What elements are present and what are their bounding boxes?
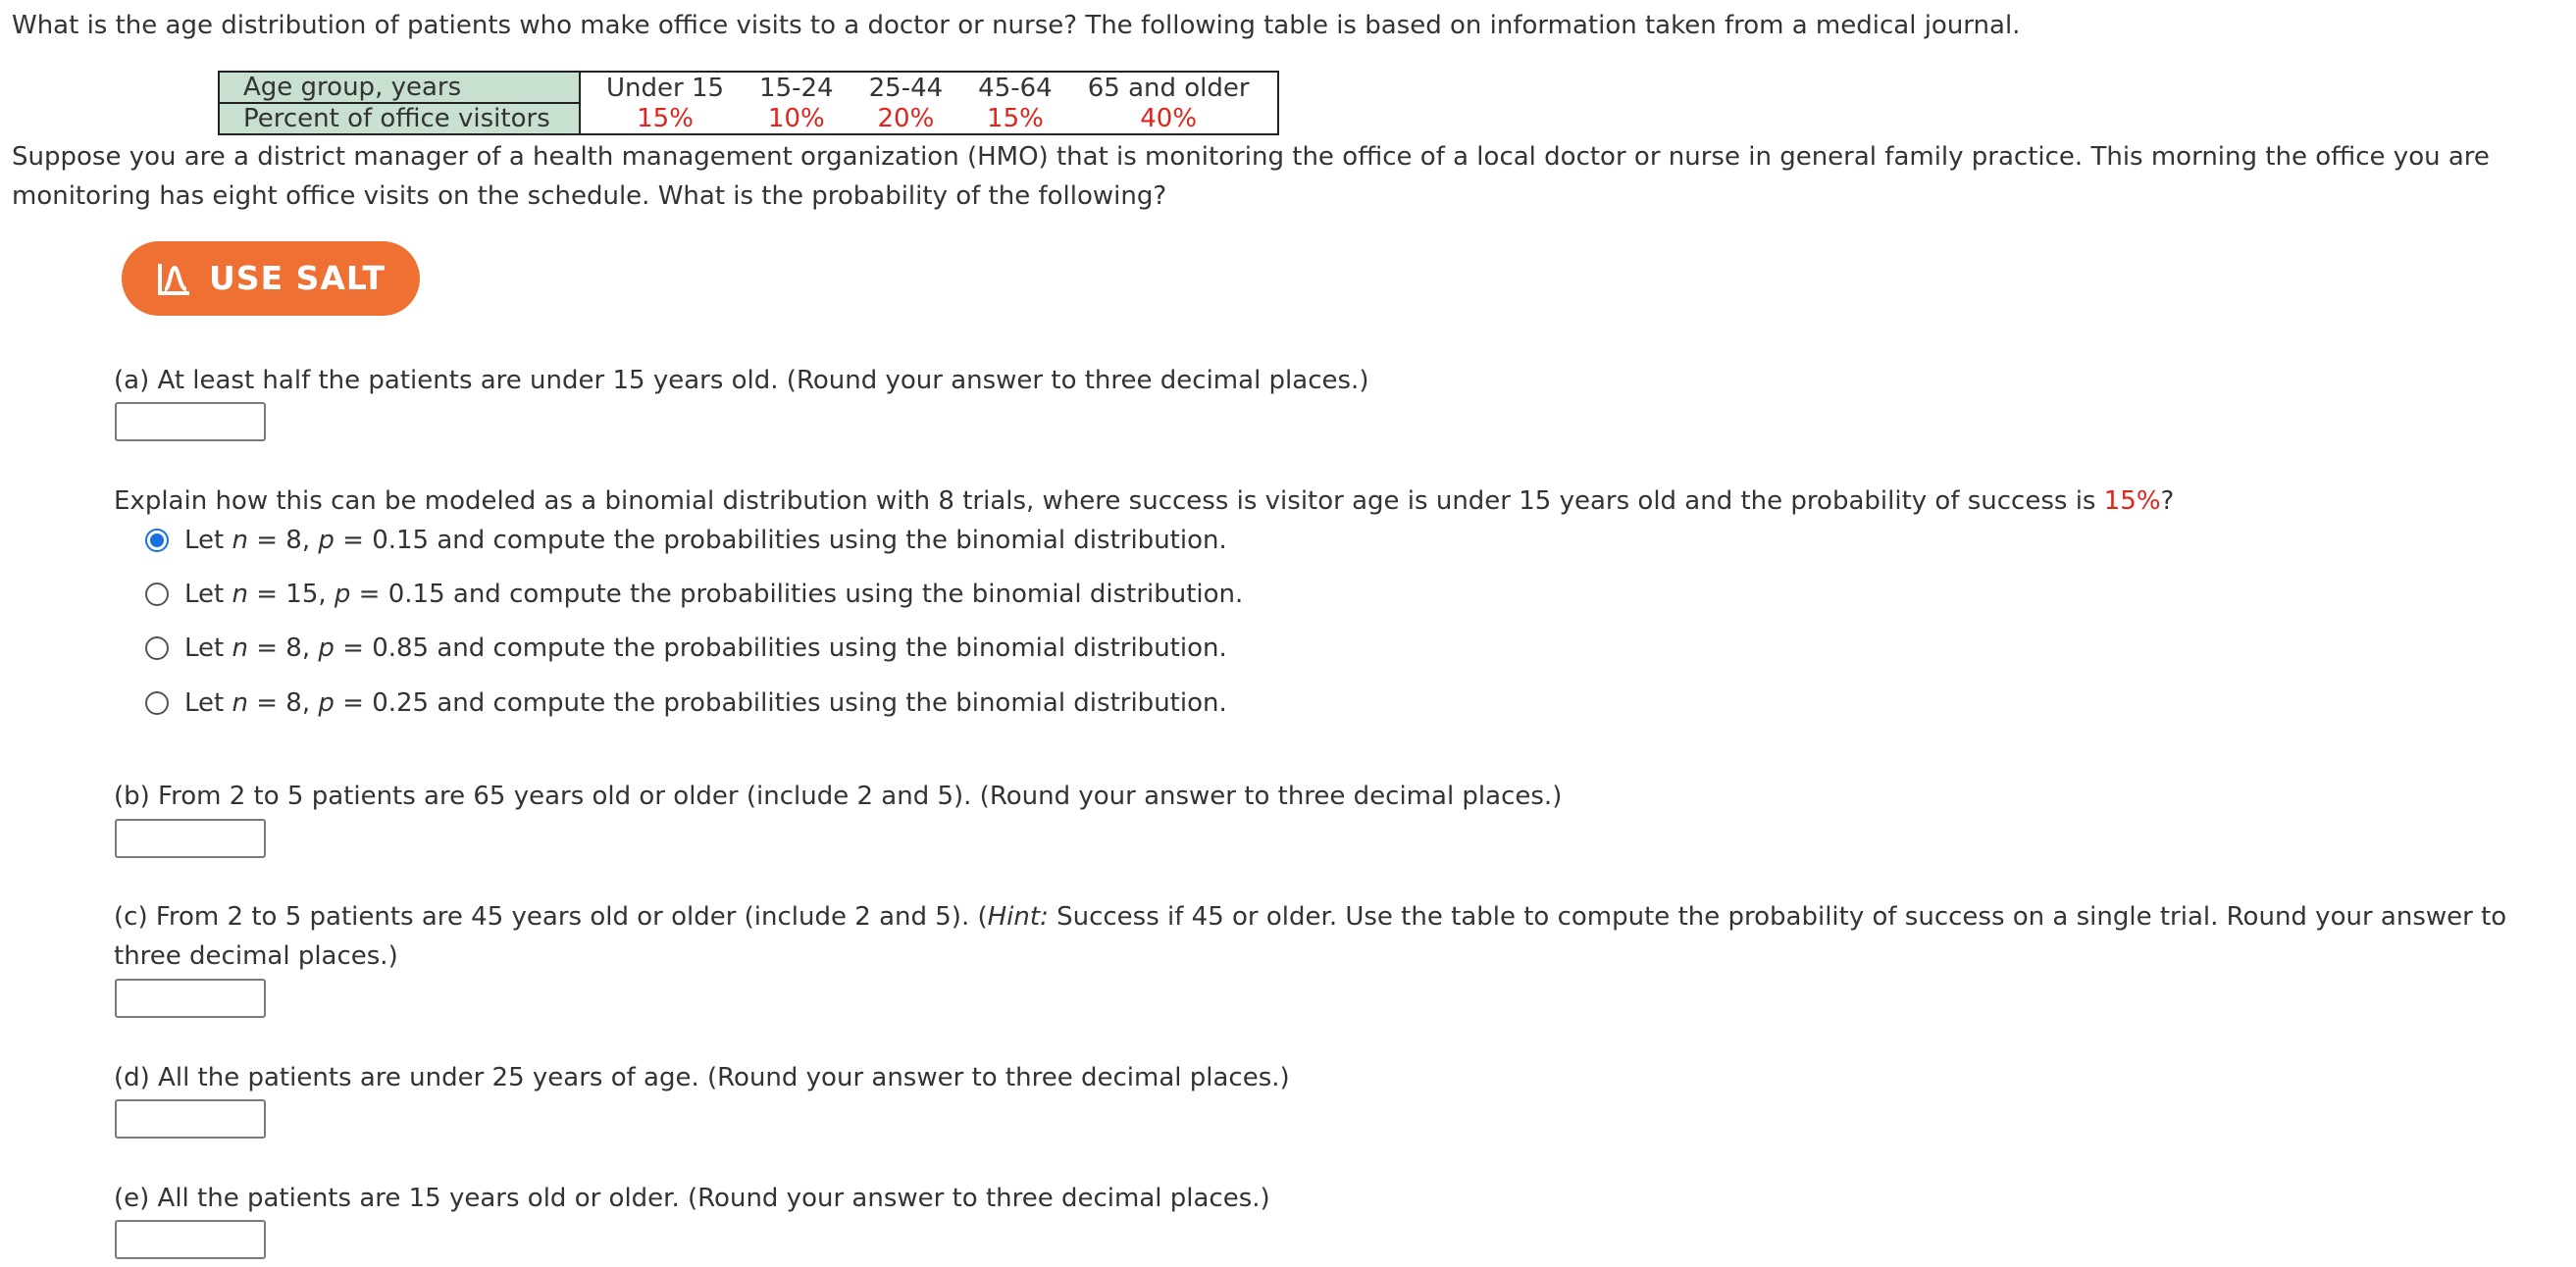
explain-question: [114, 481, 2566, 521]
percent-cell: 20%: [851, 103, 961, 134]
explain-text: Explain how this can be modeled as a binomial distribution with 8 trials, where success is visitor age is under 15 years old and the probability of success is: [114, 486, 2104, 516]
radio-button[interactable]: [145, 636, 169, 660]
option-label: Let n = 15, p = 0.15 and compute the probabilities using the binomial distribution.: [184, 580, 1244, 609]
age-distribution-table: [218, 71, 1279, 135]
option-label: Let n = 8, p = 0.85 and compute the probabilities using the binomial distribution.: [184, 634, 1227, 663]
radio-button-selected[interactable]: [145, 529, 169, 552]
radio-button[interactable]: [145, 583, 169, 606]
age-group-cell: 15-24: [742, 72, 851, 103]
part-b-question: (b) From 2 to 5 patients are 65 years old or older (include 2 and 5). (Round your answer to three decimal places.): [114, 782, 1563, 811]
part-e-answer-input[interactable]: [115, 1220, 266, 1259]
part-d-answer-input[interactable]: [115, 1099, 266, 1139]
part-c-question: (c) From 2 to 5 patients are 45 years old or older (include 2 and 5). (Hint: Success if 45 or older. Use the table to compute the probability of success on a single trial. Round your answer to three decimal places.): [114, 902, 2507, 971]
age-group-cell: Under 15: [580, 72, 742, 103]
part-a-answer-input[interactable]: [115, 402, 266, 441]
percent-cell: 15%: [960, 103, 1070, 134]
option-label: Let n = 8, p = 0.25 and compute the probabilities using the binomial distribution.: [184, 688, 1227, 718]
use-salt-label: USE SALT: [209, 259, 386, 297]
salt-chart-icon: [156, 260, 193, 297]
part-e-question: (e) All the patients are 15 years old or older. (Round your answer to three decimal places.): [114, 1184, 1270, 1213]
use-salt-button[interactable]: [122, 241, 420, 316]
row-header-age-group: Age group, years: [219, 72, 580, 103]
age-group-cell: 45-64: [960, 72, 1070, 103]
part-b-answer-input[interactable]: [115, 819, 266, 858]
explain-text-end: ?: [2160, 486, 2175, 516]
table-row: [219, 72, 1278, 103]
option-3[interactable]: [145, 629, 1227, 668]
part-c-answer-input[interactable]: [115, 979, 266, 1018]
part-a-question: (a) At least half the patients are under 15 years old. (Round your answer to three decimal places.): [114, 366, 1369, 395]
option-1[interactable]: [145, 521, 1227, 560]
success-probability-highlight: 15%: [2103, 486, 2161, 516]
part-d-question: (d) All the patients are under 25 years of age. (Round your answer to three decimal places.): [114, 1063, 1290, 1092]
age-group-cell: 25-44: [851, 72, 961, 103]
option-2[interactable]: [145, 575, 1243, 614]
table-row: [219, 103, 1278, 134]
radio-button[interactable]: [145, 691, 169, 715]
row-header-percent: Percent of office visitors: [219, 103, 580, 134]
percent-cell: 10%: [742, 103, 851, 134]
percent-cell: 15%: [580, 103, 742, 134]
option-label: Let n = 8, p = 0.15 and compute the probabilities using the binomial distribution.: [184, 526, 1227, 555]
option-4[interactable]: [145, 684, 1227, 723]
intro-text: What is the age distribution of patients who make office visits to a doctor or nurse? The following table is based on information taken from a medical journal.: [12, 11, 2021, 40]
percent-cell: 40%: [1070, 103, 1278, 134]
hint-label: Hint:: [987, 902, 1049, 932]
scenario-text: Suppose you are a district manager of a health management organization (HMO) that is monitoring the office of a local doctor or nurse in general family practice. This morning the office you are monitoring has eight office visits on the schedule. What is the probability of the following?: [12, 142, 2490, 211]
age-group-cell: 65 and older: [1070, 72, 1278, 103]
